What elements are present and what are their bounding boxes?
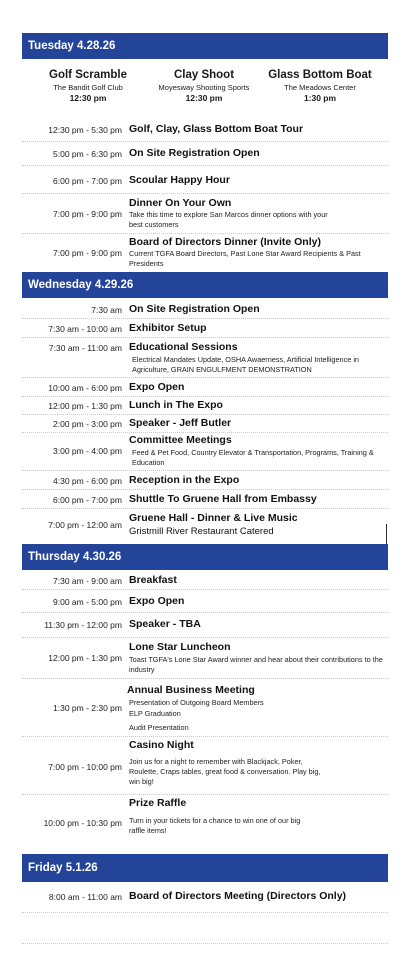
row-time: 2:00 pm - 3:00 pm (53, 419, 122, 429)
row-title: Golf, Clay, Glass Bottom Boat Tour (129, 123, 304, 135)
empty-row (22, 913, 388, 944)
row-time: 7:30 am - 11:00 am (48, 343, 122, 353)
row-time: 7:00 pm - 9:00 pm (53, 248, 122, 258)
row-description: Audit Presentation (129, 723, 189, 732)
row-title: Expo Open (129, 595, 185, 607)
schedule-row (22, 490, 388, 509)
schedule-row (22, 338, 388, 378)
row-title: On Site Registration Open (129, 147, 260, 159)
schedule-row (22, 166, 388, 194)
row-subtitle: Gristmill River Restaurant Catered (129, 526, 274, 537)
row-description: Toast TGFA's Lone Star Award winner and hear about their contributions to the industry (129, 655, 383, 674)
row-time: 4:30 pm - 6:00 pm (53, 476, 122, 486)
row-title: Annual Business Meeting (127, 684, 255, 696)
row-title: Scoular Happy Hour (129, 174, 230, 186)
row-description: Take this time to explore San Marcos dinner options with your best customers (129, 210, 328, 229)
row-title: Speaker - Jeff Butler (129, 417, 232, 429)
row-title: Lone Star Luncheon (129, 641, 231, 653)
row-time: 1:30 pm - 2:30 pm (53, 703, 122, 713)
row-description: Join us for a night to remember with Blackjack, Poker, Roulette, Craps tables, great food & conversation. Play big, win big! (129, 757, 321, 786)
row-time: 12:00 pm - 1:30 pm (48, 653, 122, 663)
schedule-row (22, 737, 388, 795)
row-title: Educational Sessions (129, 341, 238, 353)
row-time: 3:00 pm - 4:00 pm (53, 446, 122, 456)
row-title: Casino Night (129, 739, 194, 751)
schedule-row (22, 142, 388, 166)
row-time: 10:00 am - 6:00 pm (48, 383, 122, 393)
row-description: Electrical Mandates Update, OSHA Awaerness, Artificial Intelligence in Agriculture, GRAIN ENGULFMENT DEMONSTRATION (132, 355, 359, 374)
day-label: Friday 5.1.26 (28, 862, 98, 874)
row-time: 12:30 pm - 5:30 pm (48, 125, 122, 135)
row-description: Current TGFA Board Directors, Past Lone Star Award Recipients & Past Presidents (129, 249, 361, 268)
row-title: Lunch in The Expo (129, 399, 223, 411)
row-title: Prize Raffle (129, 797, 187, 809)
row-time: 9:00 am - 5:00 pm (53, 597, 122, 607)
venue-name: Glass Bottom Boat (268, 69, 372, 81)
venue-location: The Bandit Golf Club (53, 83, 123, 92)
row-title: Reception in the Expo (129, 474, 240, 486)
row-time: 12:00 pm - 1:30 pm (48, 401, 122, 411)
row-time: 6:00 pm - 7:00 pm (53, 495, 122, 505)
row-time: 11:30 pm - 12:00 pm (44, 620, 122, 630)
row-title: Expo Open (129, 381, 185, 393)
row-description: Turn in your tickets for a chance to win one of our big raffle items! (129, 816, 301, 835)
row-time: 7:30 am (91, 305, 122, 315)
schedule-row (22, 884, 388, 913)
schedule-row (22, 118, 388, 142)
venue-time: 12:30 pm (69, 93, 107, 103)
venue-name: Clay Shoot (173, 69, 235, 81)
row-title: Exhibitor Setup (129, 322, 207, 334)
schedule-row (22, 571, 388, 590)
venue-time: 12:30 pm (185, 93, 223, 103)
row-time: 7:30 am - 9:00 am (53, 576, 122, 586)
day-header-wednesday (22, 272, 388, 298)
schedule-row (22, 471, 388, 490)
schedule-row (22, 613, 388, 638)
schedule-row (22, 679, 388, 737)
schedule-row (22, 638, 388, 679)
row-time: 5:00 pm - 6:30 pm (53, 149, 122, 159)
day-label: Wednesday 4.29.26 (28, 279, 134, 291)
schedule-row (22, 319, 388, 338)
row-title: Breakfast (129, 574, 177, 586)
venue-location: The Meadows Center (284, 83, 356, 92)
venue-name: Golf Scramble (49, 69, 127, 81)
row-description: Presentation of Outgoing Board Members (129, 698, 264, 707)
row-title: Gruene Hall - Dinner & Live Music (129, 512, 298, 524)
schedule-row (22, 590, 388, 613)
schedule-row (22, 299, 388, 319)
venue-location: Moyesway Shooting Sports (158, 83, 250, 92)
venue-glass-bottom-boat (260, 69, 380, 103)
row-time: 7:00 pm - 12:00 am (48, 520, 122, 530)
row-title: Committee Meetings (129, 434, 232, 446)
row-time: 6:00 pm - 7:00 pm (53, 176, 122, 186)
schedule-row (22, 194, 388, 234)
schedule-row (22, 509, 388, 542)
row-time: 10:00 pm - 10:30 pm (43, 818, 122, 828)
row-time: 7:30 am - 10:00 am (48, 324, 122, 334)
schedule-row (22, 433, 388, 471)
row-title: Speaker - TBA (129, 618, 201, 630)
schedule-row (22, 795, 388, 842)
venue-golf-scramble (28, 69, 148, 103)
row-title: Dinner On Your Own (129, 197, 232, 209)
row-divider (22, 943, 388, 944)
row-title: Board of Directors Meeting (Directors Only) (129, 890, 347, 902)
day-header-friday (22, 854, 388, 882)
row-description: ELP Graduation (129, 709, 181, 718)
schedule-row (22, 397, 388, 415)
day-label: Thursday 4.30.26 (28, 551, 122, 563)
schedule-row (22, 234, 388, 271)
schedule-row (22, 378, 388, 397)
venue-time: 1:30 pm (303, 93, 337, 103)
venue-clay-shoot (144, 69, 264, 103)
row-title: On Site Registration Open (129, 303, 260, 315)
day-header-tuesday (22, 33, 388, 59)
row-title: Board of Directors Dinner (Invite Only) (129, 236, 321, 248)
row-title: Shuttle To Gruene Hall from Embassy (129, 493, 317, 505)
schedule-row (22, 415, 388, 433)
day-header-thursday (22, 544, 388, 570)
row-time: 8:00 am - 11:00 am (48, 892, 122, 902)
day-label: Tuesday 4.28.26 (28, 40, 116, 52)
row-time: 7:00 pm - 10:00 pm (48, 762, 122, 772)
row-time: 7:00 pm - 9:00 pm (53, 209, 122, 219)
row-description: Feed & Pet Food, Country Elevator & Transportation, Programs, Training & Education (132, 448, 374, 467)
